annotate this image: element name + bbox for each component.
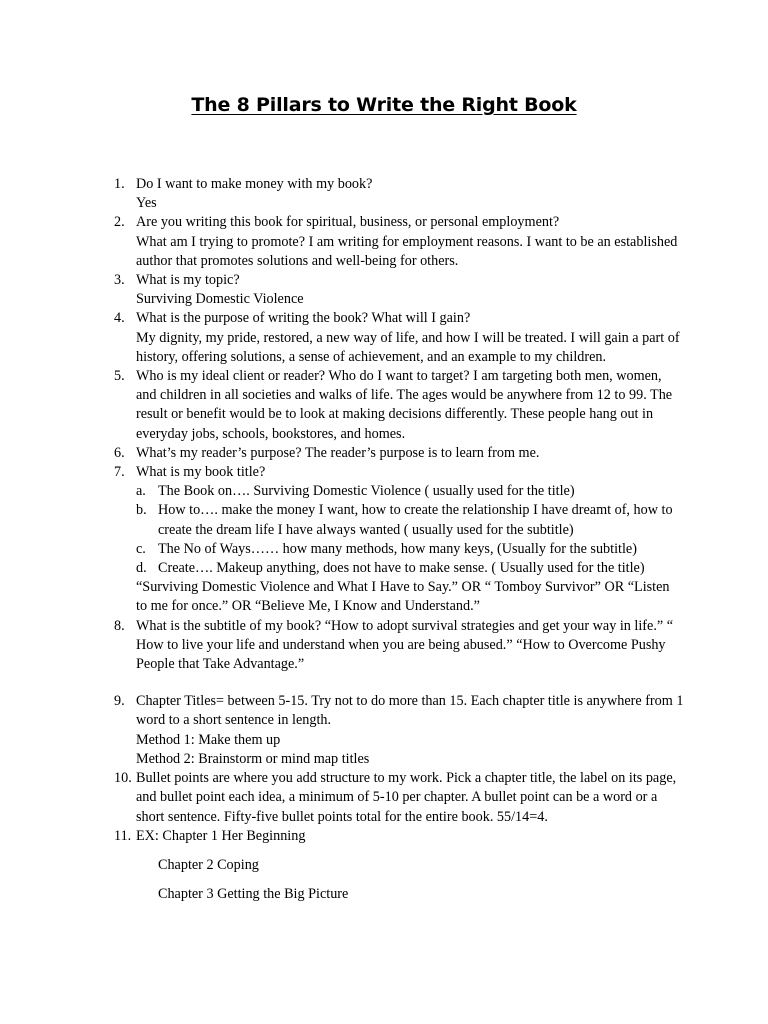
item-text: Who is my ideal client or reader? Who do I want to target? I am targeting both men, women, and children in all societies and walks of life. The ages would be anywhere from 12 to 99. The result or benefit would be to look at making decisions differently. These people hang out in everyday jobs, schools, bookstores, and homes.	[136, 368, 673, 442]
list-item-6	[114, 444, 684, 463]
list-item-5	[114, 367, 684, 444]
sub-item-letter: b.	[136, 502, 147, 519]
sub-item-d	[136, 559, 684, 578]
list-item-7	[114, 463, 684, 617]
example-chapter-3: Chapter 3 Getting the Big Picture	[158, 886, 349, 903]
sub-item-b	[136, 501, 684, 539]
item-number: 1.	[114, 176, 125, 192]
item-question: What is the purpose of writing the book? What will I gain?	[136, 310, 471, 327]
list-item-8	[114, 617, 684, 675]
item-answer: My dignity, my pride, restored, a new way of life, and how I will be treated. I will gain a part of history, offering solutions, a sense of achievement, and an example to my children.	[136, 329, 680, 365]
item-question: What is my topic?	[136, 272, 240, 289]
item-text: Bullet points are where you add structure to my work. Pick a chapter title, the label on its page, and bullet point each idea, a minimum of 5-10 per chapter. A bullet point can be a word or a short sentence. Fifty-five bullet points total for the entire book. 55/14=4.	[136, 770, 677, 825]
sub-item-text: The No of Ways…… how many methods, how many keys, (Usually for the subtitle)	[158, 540, 637, 557]
item-number: 5.	[114, 368, 125, 385]
item-question: Do I want to make money with my book?	[136, 176, 373, 192]
sub-item-a	[136, 482, 684, 501]
item-text: EX: Chapter 1 Her Beginning	[136, 827, 306, 844]
item-text: What’s my reader’s purpose? The reader’s purpose is to learn from me.	[136, 444, 540, 461]
title-examples: “Surviving Domestic Violence and What I Have to Say.” OR “ Tomboy Survivor” OR “Listen to me for once.” OR “Believe Me, I Know and Understand.”	[136, 579, 670, 615]
item-number: 3.	[114, 272, 125, 289]
item-question: What is my book title?	[136, 464, 266, 481]
item-question: Are you writing this book for spiritual, business, or personal employment?	[136, 214, 560, 231]
item-number: 7.	[114, 464, 125, 481]
example-chapter-2: Chapter 2 Coping	[158, 856, 259, 873]
list-item-4	[114, 309, 684, 367]
item-number: 9.	[114, 693, 125, 710]
method-1: Method 1: Make them up	[136, 731, 281, 748]
sub-item-text: Create…. Makeup anything, does not have to make sense. ( Usually used for the title)	[158, 560, 645, 577]
item-number: 4.	[114, 310, 125, 327]
item-answer: Surviving Domestic Violence	[136, 291, 304, 308]
list-item-3	[114, 271, 684, 309]
sub-item-c	[136, 540, 684, 559]
item-answer: Yes	[136, 195, 157, 212]
item-answer: What am I trying to promote? I am writing for employment reasons. I want to be an established author that promotes solutions and well-being for others.	[136, 233, 678, 269]
item-number: 8.	[114, 617, 125, 634]
list-item-2	[114, 213, 684, 271]
item-text: What is the subtitle of my book? “How to adopt survival strategies and get your way in life.” “ How to live your life and understand when you are being abused.” “How to Overcome Pushy People that Take Advantage.”	[136, 617, 674, 673]
list-item-10	[114, 769, 684, 827]
numbered-list	[114, 175, 684, 904]
sub-item-letter: a.	[136, 483, 146, 500]
list-item-9	[114, 692, 684, 769]
list-item-11	[114, 827, 684, 905]
item-number: 6.	[114, 444, 125, 461]
method-2: Method 2: Brainstorm or mind map titles	[136, 750, 370, 767]
sub-item-text: How to…. make the money I want, how to create the relationship I have dreamt of, how to create the dream life I have always wanted ( usually used for the subtitle)	[158, 502, 673, 538]
sub-item-letter: d.	[136, 560, 147, 577]
item-number: 10.	[114, 770, 132, 787]
item-number: 2.	[114, 214, 125, 231]
spacer	[114, 674, 684, 692]
item-number: 11.	[114, 827, 132, 844]
sub-item-letter: c.	[136, 540, 146, 557]
item-text: Chapter Titles= between 5-15. Try not to do more than 15. Each chapter title is anywhere from 1 word to a short sentence in length.	[136, 693, 684, 729]
list-item-1	[114, 175, 684, 213]
document-title: The 8 Pillars to Write the Right Book	[191, 94, 577, 116]
sub-item-text: The Book on…. Surviving Domestic Violence ( usually used for the title)	[158, 483, 575, 500]
